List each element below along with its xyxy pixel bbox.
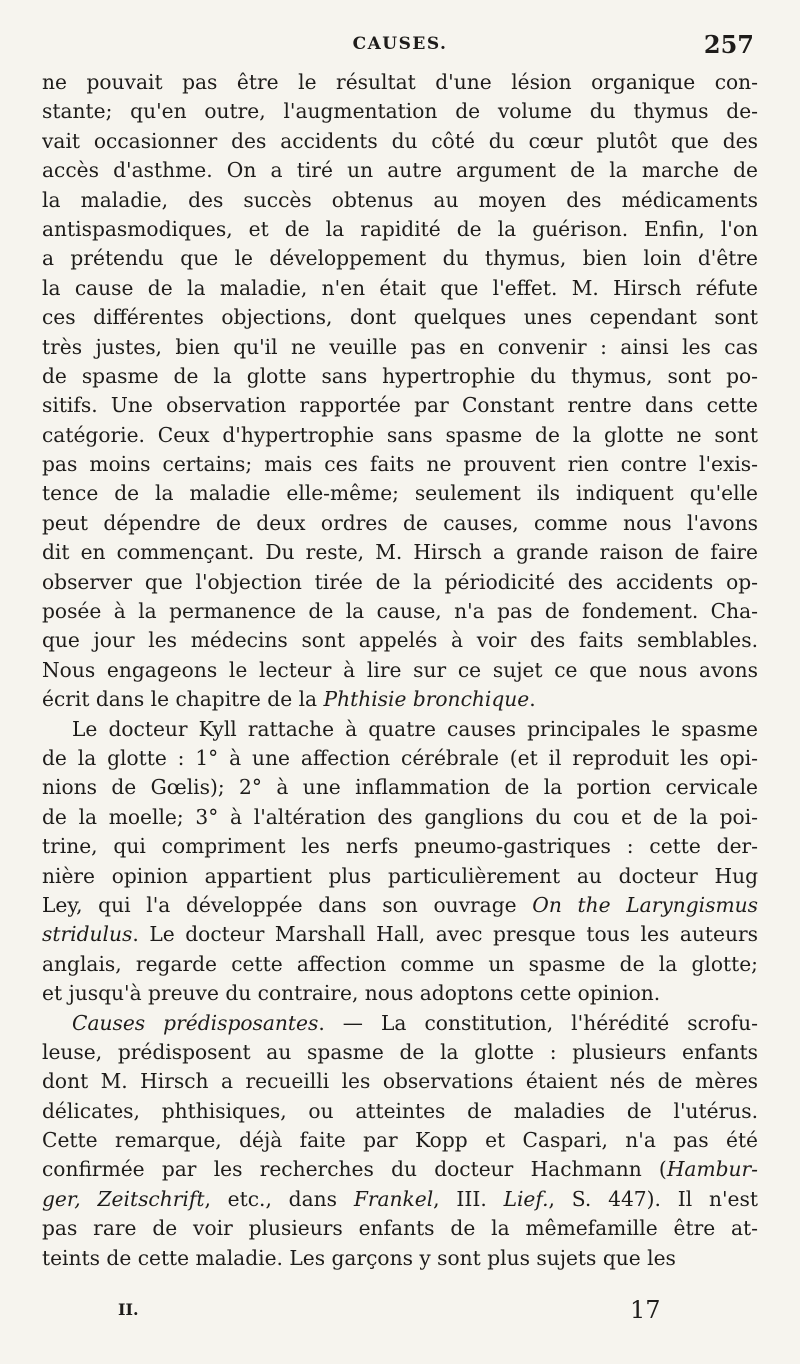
text-line [42,186,758,215]
page-footer [42,1296,758,1330]
text-segment: Nous engageons le lecteur à lire sur ce sujet ce que nous avons [42,657,758,682]
text-segment: très justes, bien qu'il ne veuille pas en convenir : ainsi les cas [42,334,758,359]
text-line [42,920,758,949]
text-line [42,803,758,832]
italic-text: stridulus [42,922,133,947]
text-line [42,421,758,450]
text-segment: de la moelle; 3° à l'altération des ganglions du cou et de la poi- [42,804,758,829]
running-title: CAUSES. [352,34,448,54]
text-line [42,509,758,538]
text-line [42,391,758,420]
text-segment: délicates, phthisiques, ou atteintes de maladies de l'utérus. [42,1098,758,1123]
text-segment: pas rare de voir plusieurs enfants de la mêmefamille être at- [42,1216,758,1241]
text-line [42,950,758,979]
italic-text: Frankel [353,1186,434,1211]
text-segment: la cause de la maladie, n'en était que l'effet. M. Hirsch réfute [42,275,758,300]
page-number: 257 [703,30,754,59]
text-segment: . Le docteur Marshall Hall, avec presque tous les auteurs [132,922,758,947]
text-line [42,450,758,479]
text-line [42,1038,758,1067]
text-line [42,1126,758,1155]
text-segment: antispasmodiques, et de la rapidité de la guérison. Enfin, l'on [42,216,758,241]
text-segment: et jusqu'à preuve du contraire, nous adoptons cette opinion. [42,981,661,1006]
text-segment: tence de la maladie elle-même; seulement ils indiquent qu'elle [42,481,758,506]
text-segment: nions de Gœlis); 2° à une inflammation de la portion cervicale [42,775,758,800]
text-line [42,891,758,920]
italic-text: Lief. [503,1186,549,1211]
italic-text: On the Laryngismus [532,892,758,917]
text-line [42,156,758,185]
text-line [42,832,758,861]
running-head [42,30,758,62]
text-line [42,244,758,273]
text-segment: , etc., dans [204,1186,354,1211]
sheet-number: 17 [630,1296,661,1324]
text-segment: écrit dans le chapitre de la [42,687,324,712]
text-segment: pas moins certains; mais ces faits ne prouvent rien contre l'exis- [42,452,758,477]
text-line [42,656,758,685]
text-segment: de la glotte : 1° à une affection cérébrale (et il reproduit les opi- [42,745,758,770]
text-line [42,862,758,891]
text-segment: de spasme de la glotte sans hypertrophie du thymus, sont po- [42,363,758,388]
text-segment: confirmée par les recherches du docteur Hachmann ( [42,1157,667,1182]
text-segment: , III. [433,1186,504,1211]
text-line [42,333,758,362]
text-line [42,215,758,244]
text-segment: Cette remarque, déjà faite par Kopp et Caspari, n'a pas été [42,1128,758,1153]
text-segment: trine, qui compriment les nerfs pneumo-gastriques : cette der- [42,834,758,859]
text-segment: dont M. Hirsch a recueilli les observations étaient nés de mères [42,1069,758,1094]
text-line [42,979,758,1008]
text-segment: sitifs. Une observation rapportée par Constant rentre dans cette [42,393,758,418]
text-segment: posée à la permanence de la cause, n'a pas de fondement. Cha- [42,599,758,624]
text-segment: . [529,687,536,712]
italic-text: Hambur- [666,1157,758,1182]
text-segment: dit en commençant. Du reste, M. Hirsch a grande raison de faire [42,540,758,565]
text-line [42,1067,758,1096]
text-segment: vait occasionner des accidents du côté du cœur plutôt que des [42,128,758,153]
text-line [42,744,758,773]
text-segment: Ley, qui l'a développée dans son ouvrage [42,892,533,917]
text-segment: que jour les médecins sont appelés à voir des faits semblables. [42,628,758,653]
text-line [42,685,758,714]
text-segment: Le docteur Kyll rattache à quatre causes principales le spasme [72,716,758,741]
text-line [42,479,758,508]
text-line [42,626,758,655]
italic-text: ger, Zeitschrift [42,1186,205,1211]
text-segment: . — La constitution, l'hérédité scrofu- [318,1010,758,1035]
text-segment: observer que l'objection tirée de la périodicité des accidents op- [42,569,758,594]
text-line [42,362,758,391]
text-line [42,1244,758,1273]
text-line [42,1009,758,1038]
text-segment: accès d'asthme. On a tiré un autre argument de la marche de [42,158,758,183]
text-segment: , S. 447). Il n'est [548,1186,758,1211]
text-line [42,1155,758,1184]
italic-text: Phthisie bronchique [323,687,530,712]
text-line [42,127,758,156]
text-line [42,1214,758,1243]
text-segment: stante; qu'en outre, l'augmentation de volume du thymus de- [42,99,758,124]
text-segment: a prétendu que le développement du thymus, bien loin d'être [42,246,758,271]
italic-text: Causes prédisposantes [72,1010,319,1035]
text-line [42,597,758,626]
text-segment: la maladie, des succès obtenus au moyen des médicaments [42,187,758,212]
text-segment: nière opinion appartient plus particulièrement au docteur Hug [42,863,758,888]
text-line [42,1097,758,1126]
text-line [42,715,758,744]
text-line [42,97,758,126]
text-line [42,1185,758,1214]
text-segment: catégorie. Ceux d'hypertrophie sans spasme de la glotte ne sont [42,422,758,447]
text-segment: ces différentes objections, dont quelques unes cependant sont [42,305,758,330]
text-segment: peut dépendre de deux ordres de causes, comme nous l'avons [42,510,758,535]
signature-mark: II. [118,1300,139,1319]
text-line [42,568,758,597]
text-segment: ne pouvait pas être le résultat d'une lésion organique con- [42,70,758,94]
text-line [42,303,758,332]
text-line [42,538,758,567]
text-line [42,773,758,802]
text-segment: teints de cette maladie. Les garçons y sont plus sujets que les [42,1245,676,1270]
text-segment: leuse, prédisposent au spasme de la glotte : plusieurs enfants [42,1039,758,1064]
text-line [42,68,758,97]
body-text [42,68,758,1273]
text-segment: anglais, regarde cette affection comme un spasme de la glotte; [42,951,758,976]
text-line [42,274,758,303]
